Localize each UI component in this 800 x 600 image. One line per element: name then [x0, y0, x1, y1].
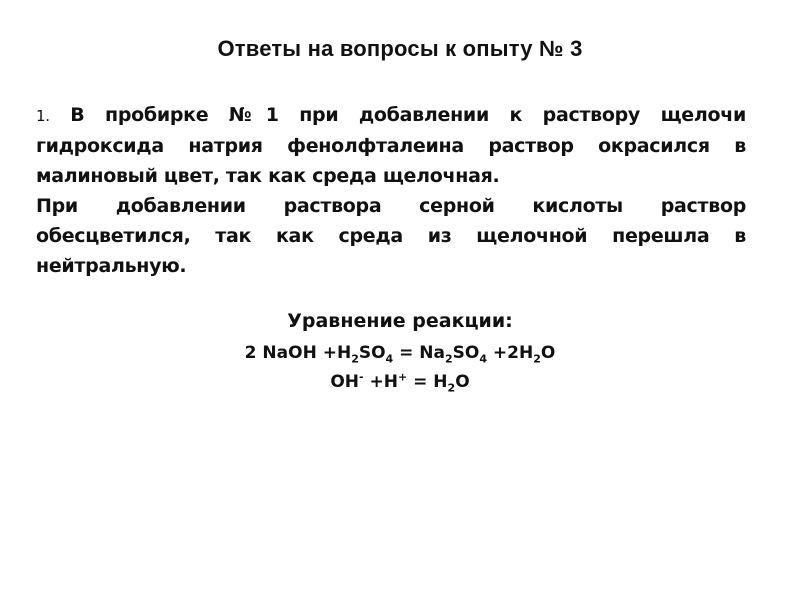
- eq-part: +2H: [487, 343, 534, 363]
- eq-subscript: 2: [351, 352, 359, 366]
- eq-part: O: [455, 372, 470, 392]
- eq-part: +H: [363, 372, 398, 392]
- answer-text: [36, 100, 746, 281]
- eq-part: OH: [330, 372, 360, 392]
- reaction-heading: Уравнение реакции:: [287, 310, 513, 332]
- ionic-equation: [0, 370, 800, 395]
- eq-subscript: 2: [444, 352, 453, 366]
- eq-part: = Na: [393, 343, 445, 363]
- eq-part: SO: [452, 343, 480, 363]
- slide-title: Ответы на вопросы к опыту № 3: [217, 36, 583, 61]
- answer-paragraph-1: [36, 100, 746, 191]
- eq-subscript: 2: [447, 381, 456, 395]
- eq-part: O: [540, 343, 556, 363]
- answer-paragraph-1-text: В пробирке №1 при добавлении к раствору щелочи гидроксида натрия фенолфталеина раствор окрасился в малиновый цвет, так как среда щелочная.: [36, 104, 746, 187]
- eq-part: 2 NaOH +H: [244, 343, 352, 363]
- list-number: 1.: [36, 107, 50, 125]
- molecular-equation: [0, 343, 800, 366]
- eq-subscript: 4: [479, 352, 487, 366]
- eq-superscript: +: [398, 370, 408, 384]
- eq-superscript: -: [359, 370, 364, 384]
- eq-subscript: 4: [385, 352, 394, 366]
- eq-part: SO: [358, 343, 386, 363]
- answer-paragraph-2: При добавлении раствора серной кислоты раствор обесцветился, так как среда из щелочной перешла в нейтральную.: [36, 195, 746, 277]
- eq-part: = H: [407, 372, 448, 392]
- eq-subscript: 2: [533, 352, 541, 366]
